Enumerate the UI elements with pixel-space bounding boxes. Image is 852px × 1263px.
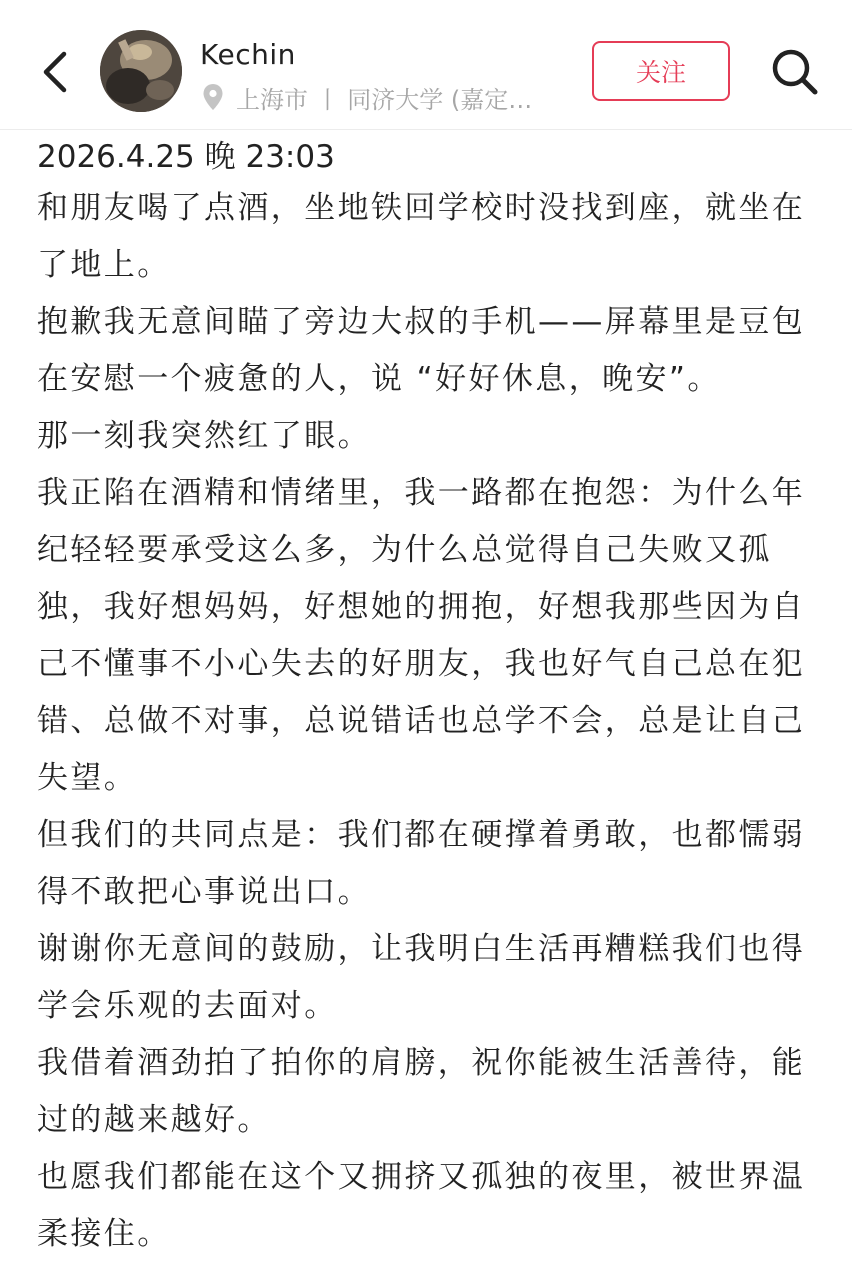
- top-bar: [0, 0, 852, 130]
- post-paragraph: 谢谢你无意间的鼓励，让我明白生活再糟糕我们也得学会乐观的去面对。: [37, 931, 806, 1024]
- search-button[interactable]: [765, 42, 825, 102]
- post-paragraph: 但我们的共同点是：我们都在硬撑着勇敢，也都懦弱得不敢把心事说出口。: [37, 817, 806, 910]
- post-paragraph: 和朋友喝了点酒，坐地铁回学校时没找到座，就坐在了地上。: [37, 190, 806, 283]
- location-info[interactable]: [202, 80, 547, 114]
- back-button[interactable]: [30, 42, 80, 102]
- chevron-left-icon: [30, 42, 80, 102]
- post-date: 2026.4.25 晚 23:03: [37, 139, 335, 175]
- post-paragraph: 我正陷在酒精和情绪里，我一路都在抱怨：为什么年纪轻轻要承受这么多，为什么总觉得自己失败又孤独，我好想妈妈，好想她的拥抱，好想我那些因为自己不懂事不小心失去的好朋友，我也好气自己总在犯错、总做不对事，总说错话也总学不会，总是让自己失望。: [37, 475, 806, 796]
- avatar[interactable]: [100, 30, 182, 112]
- author-name[interactable]: Kechin: [200, 38, 296, 71]
- post-paragraph: 也愿我们都能在这个又拥挤又孤独的夜里，被世界温柔接住。: [37, 1159, 806, 1252]
- search-icon: [765, 42, 825, 102]
- post-paragraph: 那一刻我突然红了眼。: [37, 418, 371, 454]
- post-paragraph: 抱歉我无意间瞄了旁边大叔的手机——屏幕里是豆包在安慰一个疲惫的人，说 “好好休息，晚安”。: [37, 304, 806, 397]
- follow-button[interactable]: 关注: [592, 41, 730, 101]
- location-text: 上海市 丨 同济大学 (嘉定…: [236, 85, 533, 114]
- post-body: [37, 132, 827, 1263]
- avatar-image: [100, 30, 182, 112]
- location-pin-icon: [202, 83, 224, 111]
- post-paragraph: 我借着酒劲拍了拍你的肩膀，祝你能被生活善待，能过的越来越好。: [37, 1045, 806, 1138]
